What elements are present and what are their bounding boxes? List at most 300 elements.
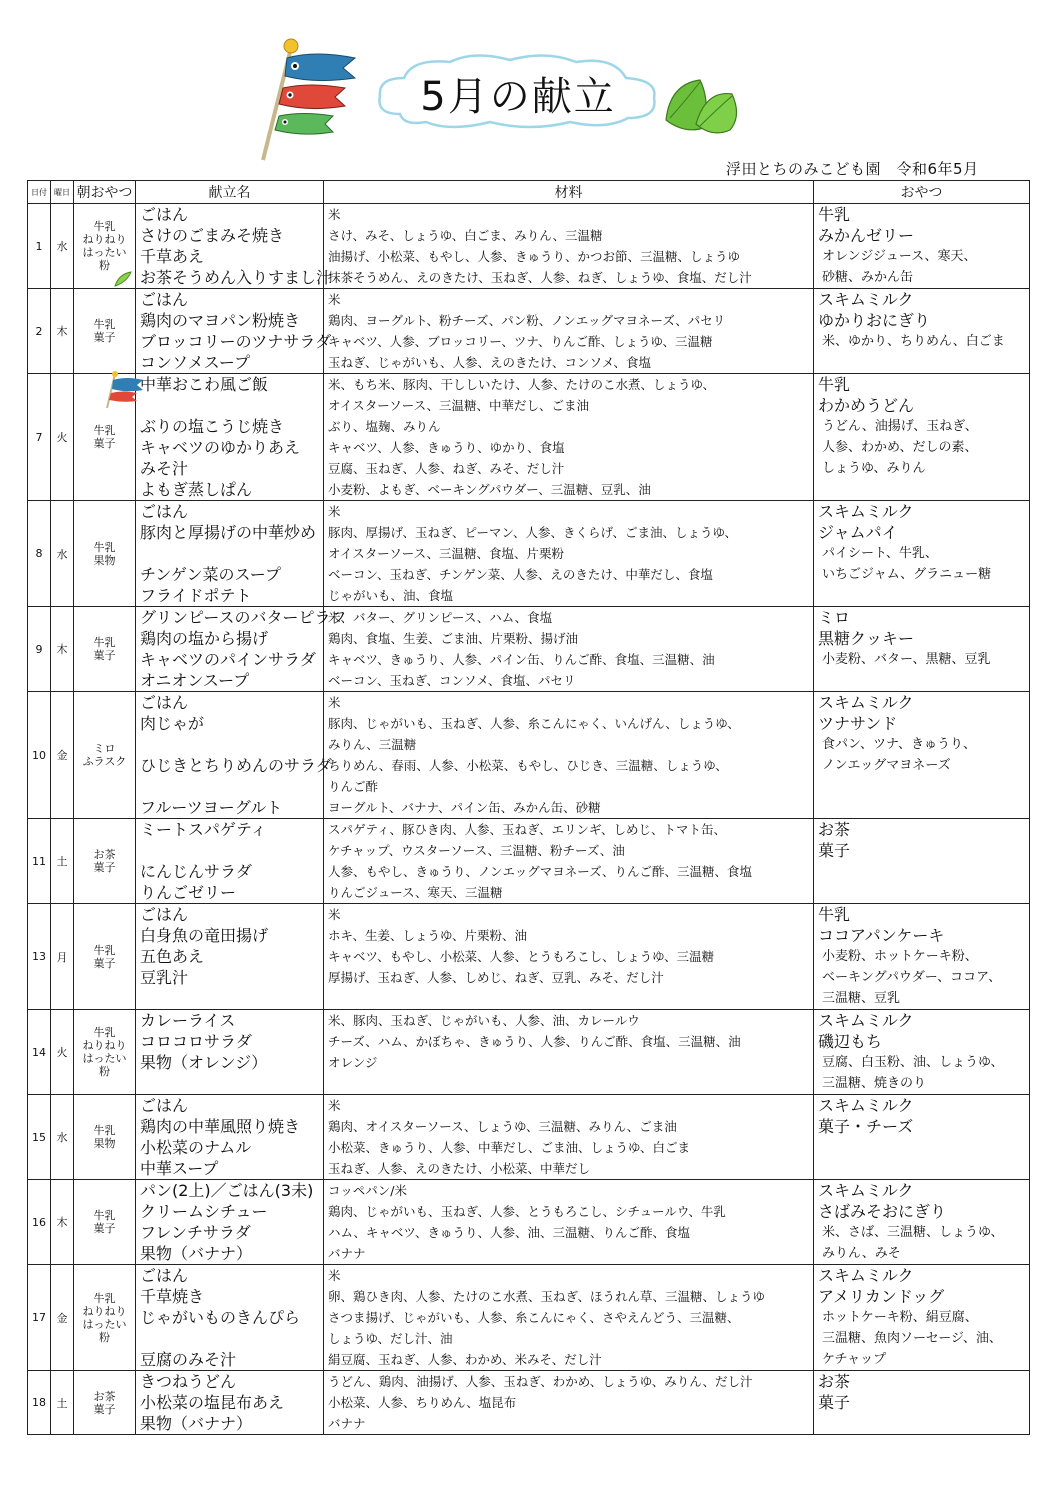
weekday-cell: 土 — [51, 1371, 74, 1435]
snack-cell — [814, 904, 1030, 1010]
ingredients-line: スパゲティ、豚ひき肉、人参、玉ねぎ、エリンギ、しめじ、トマト缶、 — [328, 822, 727, 837]
ingredients-line: しょうゆ、だし汁、油 — [328, 1331, 453, 1346]
dish-cell — [136, 819, 324, 904]
ingredients-line: さけ、みそ、しょうゆ、白ごま、みりん、三温糖 — [328, 228, 603, 243]
ingredients-cell — [324, 692, 814, 819]
snack-cell — [814, 501, 1030, 607]
snack-line: みかんゼリー — [818, 226, 915, 245]
day-cell: 16 — [28, 1180, 51, 1265]
menu-row — [28, 692, 1030, 819]
ingredients-line: ベーコン、玉ねぎ、コンソメ、食塩、パセリ — [328, 673, 576, 688]
ingredients-line: 厚揚げ、玉ねぎ、人参、しめじ、ねぎ、豆乳、みそ、だし汁 — [328, 970, 664, 985]
day-cell: 15 — [28, 1095, 51, 1180]
menu-row — [28, 204, 1030, 289]
ingredients-line: キャベツ、もやし、小松菜、人参、とうもろこし、しょうゆ、三温糖 — [328, 949, 715, 964]
dish-line: みそ汁 — [140, 459, 189, 478]
menu-body — [28, 204, 1030, 1435]
snack-line — [814, 1413, 1029, 1434]
day-cell: 14 — [28, 1010, 51, 1095]
dish-cell — [136, 1371, 324, 1435]
ingredients-line: ヨーグルト、バナナ、パイン缶、みかん缶、砂糖 — [328, 800, 601, 815]
dish-cell — [136, 692, 332, 819]
snack-line: スキムミルク — [818, 502, 914, 521]
dish-line — [136, 988, 323, 1009]
ingredients-line: 米 — [328, 695, 341, 710]
ingredients-cell — [324, 607, 814, 692]
snack-line: 米、さば、三温糖、しょうゆ、 — [822, 1225, 1004, 1240]
dish-line: 中華おこわ風ご飯 — [140, 375, 269, 394]
ingredients-line: うどん、鶏肉、油揚げ、人参、玉ねぎ、わかめ、しょうゆ、みりん、だし汁 — [328, 1374, 753, 1389]
snack-cell — [814, 204, 1030, 289]
ingredients-line: 米 — [328, 207, 341, 222]
snack-line: 砂糖、みかん缶 — [822, 270, 914, 285]
dish-line — [136, 395, 323, 416]
snack-line: ゆかりおにぎり — [818, 311, 931, 330]
ingredients-line: 小麦粉、よもぎ、ベーキングパウダー、三温糖、豆乳、油 — [328, 482, 651, 497]
snack-line: スキムミルク — [818, 1011, 914, 1030]
snack-line: ジャムパイ — [818, 523, 898, 542]
snack-line: 米、ゆかり、ちりめん、白ごま — [822, 334, 1005, 349]
ingredients-line: みりん、三温糖 — [328, 737, 417, 752]
ingredients-line: 玉ねぎ、じゃがいも、人参、えのきたけ、コンソメ、食塩 — [328, 355, 652, 370]
dish-line: ごはん — [140, 1266, 189, 1285]
morning-snack-cell — [74, 289, 136, 374]
snack-cell — [814, 289, 1030, 374]
dish-line: ブロッコリーのツナサラダ — [140, 332, 332, 351]
menu-table — [27, 180, 1030, 1435]
ingredients-line: 抹茶そうめん、えのきたけ、玉ねぎ、人参、ねぎ、しょうゆ、食塩、だし汁 — [328, 270, 752, 285]
snack-line — [814, 1137, 1029, 1158]
dish-cell — [136, 904, 324, 1010]
snack-line: ツナサンド — [818, 714, 898, 733]
morning-snack-cell — [74, 692, 136, 819]
ingredients-line: 人参、もやし、きゅうり、ノンエッグマヨネーズ、りんご酢、三温糖、食塩 — [328, 864, 753, 879]
ingredients-cell — [324, 1095, 814, 1180]
ingredients-line: 米 — [328, 504, 341, 519]
dish-line: グリンピースのバターピラフ — [140, 608, 347, 627]
dish-cell — [136, 1180, 324, 1265]
page-header — [0, 0, 1058, 180]
header-ingredients: 材料 — [324, 181, 814, 204]
dish-line: 果物（バナナ） — [140, 1414, 253, 1433]
snack-line: スキムミルク — [818, 693, 914, 712]
dish-line: ごはん — [140, 905, 189, 924]
morning-snack-cell — [74, 1265, 136, 1371]
morning-snack-line: 牛乳 — [93, 1291, 116, 1305]
snack-line: ホットケーキ粉、絹豆腐、 — [822, 1310, 978, 1325]
menu-row — [28, 819, 1030, 904]
weekday-cell: 水 — [51, 501, 74, 607]
snack-line: 小麦粉、バター、黒糖、豆乳 — [822, 652, 991, 667]
snack-line: お茶 — [818, 1372, 851, 1391]
ingredients-line: 米 — [328, 292, 341, 307]
ingredients-line: キャベツ、きゅうり、人参、パイン缶、りんご酢、食塩、三温糖、油 — [328, 652, 715, 667]
ingredients-line: コッペパン/米 — [328, 1183, 407, 1198]
morning-snack-line: お茶 — [93, 848, 116, 861]
weekday-cell: 金 — [51, 692, 74, 819]
morning-snack-cell — [74, 607, 136, 692]
morning-snack-line: 牛乳 — [93, 318, 116, 331]
ingredients-line: 油揚げ、小松菜、もやし、人参、きゅうり、かつお節、三温糖、しょうゆ — [328, 249, 741, 264]
morning-snack-line: 粉 — [99, 1065, 110, 1078]
snack-cell — [814, 1010, 1030, 1095]
day-cell: 17 — [28, 1265, 51, 1371]
header-morning-snack: 朝おやつ — [74, 181, 136, 204]
ingredients-line: 卵、鶏ひき肉、人参、たけのこ水煮、玉ねぎ、ほうれん草、三温糖、しょうゆ — [328, 1289, 766, 1304]
snack-line: 磯辺もち — [818, 1032, 883, 1051]
day-cell: 7 — [28, 374, 51, 501]
snack-line: ココアパンケーキ — [818, 926, 945, 945]
morning-snack-line: 粉 — [99, 1330, 110, 1344]
morning-snack-line: お茶 — [93, 1389, 116, 1403]
dish-line: 豆乳汁 — [140, 968, 189, 987]
morning-snack-line: 菓子 — [93, 956, 116, 970]
weekday-cell: 水 — [51, 1095, 74, 1180]
dish-line: フレンチサラダ — [140, 1223, 251, 1242]
dish-line: フライドポテト — [140, 586, 252, 605]
dish-cell — [136, 1265, 324, 1371]
ingredients-cell — [324, 374, 814, 501]
dish-cell — [136, 1095, 324, 1180]
dish-line — [136, 1328, 323, 1349]
snack-line: ミロ — [818, 608, 851, 627]
day-cell: 1 — [28, 204, 51, 289]
ingredients-cell — [324, 819, 814, 904]
snack-line: 豆腐、白玉粉、油、しょうゆ、 — [822, 1055, 1004, 1070]
kashiwa-mochi-icon — [660, 70, 744, 142]
page-title: 5月の献立 — [420, 73, 616, 120]
morning-snack-line: 菓子 — [93, 1222, 116, 1235]
dish-line: クリームシチュー — [140, 1202, 268, 1221]
header-weekday: 曜日 — [51, 181, 74, 204]
day-cell: 18 — [28, 1371, 51, 1435]
morning-snack-line: 牛乳 — [93, 1209, 116, 1222]
dish-line: 千草あえ — [140, 247, 205, 266]
dish-line: よもぎ蒸しぱん — [140, 480, 253, 499]
dish-line: じゃがいものきんぴら — [140, 1308, 301, 1327]
snack-line: スキムミルク — [818, 1096, 914, 1115]
snack-line: ケチャップ — [822, 1352, 887, 1367]
ingredients-line: 米、豚肉、玉ねぎ、じゃがいも、人参、油、カレールウ — [328, 1013, 640, 1028]
morning-snack-line: 粉 — [99, 259, 110, 272]
ingredients-cell — [324, 1010, 814, 1095]
snack-line: アメリカンドッグ — [818, 1287, 945, 1306]
header-dish: 献立名 — [136, 181, 324, 204]
dish-line: ひじきとちりめんのサラダ — [140, 756, 332, 775]
snack-line: 三温糖、焼きのり — [822, 1076, 927, 1091]
menu-row — [28, 1371, 1030, 1435]
snack-line: 牛乳 — [818, 905, 851, 924]
day-cell: 13 — [28, 904, 51, 1010]
snack-line — [814, 352, 1029, 373]
ingredients-cell — [324, 204, 814, 289]
snack-line: さばみそおにぎり — [818, 1202, 947, 1221]
ingredients-line: 絹豆腐、玉ねぎ、人参、わかめ、米みそ、だし汁 — [328, 1352, 602, 1367]
snack-line: スキムミルク — [818, 1266, 914, 1285]
dish-line — [136, 1073, 323, 1094]
snack-line: スキムミルク — [818, 1181, 914, 1200]
ingredients-line: りんごジュース、寒天、三温糖 — [328, 885, 503, 900]
ingredients-line: 豆腐、玉ねぎ、人参、ねぎ、みそ、だし汁 — [328, 461, 565, 476]
dish-line: さけのごまみそ焼き — [140, 226, 285, 245]
ingredients-line: 鶏肉、オイスターソース、しょうゆ、三温糖、みりん、ごま油 — [328, 1119, 677, 1134]
snack-cell — [814, 692, 1030, 819]
ingredients-line: ちりめん、春雨、人参、小松菜、もやし、ひじき、三温糖、しょうゆ、 — [328, 758, 728, 773]
morning-snack-line: 牛乳 — [93, 540, 116, 554]
dish-line: 白身魚の竜田揚げ — [140, 926, 269, 945]
ingredients-cell — [324, 289, 814, 374]
menu-row — [28, 1010, 1030, 1095]
morning-snack-line: ミロ — [93, 742, 116, 755]
morning-snack-line: 果物 — [93, 1137, 116, 1150]
snack-cell — [814, 1095, 1030, 1180]
weekday-cell: 火 — [51, 374, 74, 501]
day-cell: 9 — [28, 607, 51, 692]
ingredients-line: オレンジ — [328, 1055, 378, 1070]
ingredients-line: りんご酢 — [328, 779, 379, 794]
dish-line: ごはん — [140, 1096, 189, 1115]
snack-line — [814, 861, 1029, 882]
snack-cell — [814, 607, 1030, 692]
morning-snack-line: はったい — [82, 1052, 127, 1065]
snack-line: いちごジャム、グラニュー糖 — [822, 567, 992, 582]
morning-snack-cell — [74, 501, 136, 607]
snack-line — [814, 882, 1029, 903]
dish-cell — [136, 374, 324, 501]
ingredients-line: ベーコン、玉ねぎ、チンゲン菜、人参、えのきたけ、中華だし、食塩 — [328, 567, 713, 582]
morning-snack-line: 牛乳 — [93, 1026, 116, 1039]
snack-line: うどん、油揚げ、玉ねぎ、 — [822, 419, 978, 434]
ingredients-line: ホキ、生姜、しょうゆ、片栗粉、油 — [328, 928, 528, 943]
dish-line: にんじんサラダ — [140, 862, 252, 881]
ingredients-cell — [324, 501, 814, 607]
ingredients-line: オイスターソース、三温糖、食塩、片栗粉 — [328, 546, 565, 561]
dish-cell — [136, 289, 332, 374]
snack-line: 菓子・チーズ — [818, 1117, 914, 1136]
dish-line: 小松菜のナムル — [140, 1138, 252, 1157]
weekday-cell: 火 — [51, 1010, 74, 1095]
weekday-cell: 土 — [51, 819, 74, 904]
dish-line — [136, 543, 323, 564]
ingredients-line: ハム、キャベツ、きゅうり、人参、油、三温糖、りんご酢、食塩 — [328, 1225, 691, 1240]
ingredients-line: 米 — [328, 907, 341, 922]
snack-cell — [814, 819, 1030, 904]
dish-line — [136, 776, 323, 797]
snack-line: ノンエッグマヨネーズ — [822, 758, 951, 773]
ingredients-line: 小松菜、きゅうり、人参、中華だし、ごま油、しょうゆ、白ごま — [328, 1140, 691, 1155]
morning-snack-line: 牛乳 — [93, 943, 116, 957]
snack-line — [814, 776, 1029, 797]
morning-snack-line: 牛乳 — [93, 636, 116, 649]
snack-line: お茶 — [818, 820, 851, 839]
dish-line: コロコロサラダ — [140, 1032, 252, 1051]
dish-line — [136, 734, 323, 755]
dish-cell — [136, 501, 324, 607]
snack-line: 三温糖、魚肉ソーセージ、油、 — [822, 1331, 1002, 1346]
menu-row — [28, 289, 1030, 374]
menu-row — [28, 607, 1030, 692]
snack-line: みりん、みそ — [822, 1246, 901, 1261]
dish-line: ミートスパゲティ — [140, 820, 267, 839]
dish-line: パン(2上)／ごはん(3未) — [140, 1181, 314, 1200]
snack-line: ベーキングパウダー、ココア、 — [822, 970, 1002, 985]
ingredients-line: 鶏肉、食塩、生姜、ごま油、片栗粉、揚げ油 — [328, 631, 579, 646]
snack-line — [814, 1158, 1029, 1179]
dish-line: きつねうどん — [140, 1372, 237, 1391]
snack-cell — [814, 374, 1030, 501]
dish-line: 果物（オレンジ） — [140, 1053, 268, 1072]
day-cell: 2 — [28, 289, 51, 374]
menu-row — [28, 904, 1030, 1010]
morning-snack-cell — [74, 904, 136, 1010]
morning-snack-line: 牛乳 — [93, 220, 116, 233]
morning-snack-cell — [74, 1010, 136, 1095]
snack-line: 三温糖、豆乳 — [822, 991, 901, 1006]
morning-snack-line: ねりねり — [82, 1304, 127, 1318]
snack-cell — [814, 1180, 1030, 1265]
ingredients-line: 鶏肉、ヨーグルト、粉チーズ、パン粉、ノンエッグマヨネーズ、パセリ — [328, 313, 726, 328]
day-cell: 8 — [28, 501, 51, 607]
morning-snack-line: 菓子 — [93, 437, 116, 450]
dish-line: 鶏肉の塩から揚げ — [140, 629, 269, 648]
weekday-cell: 木 — [51, 1180, 74, 1265]
snack-line — [814, 585, 1029, 606]
dish-line: 果物（バナナ） — [140, 1244, 253, 1263]
snack-line: パイシート、牛乳、 — [822, 546, 938, 561]
dish-line: 鶏肉の中華風照り焼き — [140, 1117, 301, 1136]
dish-line: ごはん — [140, 693, 189, 712]
day-cell: 11 — [28, 819, 51, 904]
morning-snack-cell — [74, 1095, 136, 1180]
morning-snack-line: ねりねり — [82, 233, 127, 246]
morning-snack-cell — [74, 1371, 136, 1435]
morning-snack-line: 牛乳 — [93, 1124, 116, 1137]
dish-line: りんごゼリー — [140, 883, 237, 902]
dish-line: 小松菜の塩昆布あえ — [140, 1393, 285, 1412]
ingredients-line: さつま揚げ、じゃがいも、人参、糸こんにゃく、さやえんどう、三温糖、 — [328, 1310, 740, 1325]
ingredients-line: ケチャップ、ウスターソース、三温糖、粉チーズ、油 — [328, 843, 625, 858]
ingredients-line: バナナ — [328, 1246, 366, 1261]
dish-line: 肉じゃが — [140, 714, 205, 733]
dish-line: コンソメスープ — [140, 353, 251, 372]
weekday-cell: 金 — [51, 1265, 74, 1371]
ingredients-line: 豚肉、じゃがいも、玉ねぎ、人参、糸こんにゃく、いんげん、しょうゆ、 — [328, 716, 740, 731]
ingredients-line: 玉ねぎ、人参、えのきたけ、小松菜、中華だし — [328, 1161, 591, 1176]
dish-cell — [136, 607, 347, 692]
day-cell: 10 — [28, 692, 51, 819]
dish-line: ごはん — [140, 290, 189, 309]
dish-line: ごはん — [140, 502, 189, 521]
morning-snack-line: 菓子 — [93, 331, 116, 344]
morning-snack-line: 菓子 — [93, 1402, 116, 1416]
snack-line: オレンジジュース、寒天、 — [822, 249, 977, 264]
ingredients-line: じゃがいも、油、食塩 — [328, 588, 454, 603]
dish-cell — [136, 204, 333, 289]
morning-snack-line: 菓子 — [93, 649, 116, 662]
snack-line: 菓子 — [818, 1393, 851, 1412]
dish-line: 五色あえ — [140, 947, 205, 966]
menu-row — [28, 501, 1030, 607]
morning-snack-cell — [74, 1180, 136, 1265]
menu-row — [28, 1265, 1030, 1371]
ingredients-cell — [324, 904, 814, 1010]
ingredients-line: 米 — [328, 1098, 341, 1113]
snack-line: 人参、わかめ、だしの素、 — [822, 440, 978, 455]
menu-row — [28, 1095, 1030, 1180]
dish-line: ぶりの塩こうじ焼き — [140, 417, 285, 436]
dish-line: ごはん — [140, 205, 189, 224]
morning-snack-line: はったい — [82, 246, 127, 259]
ingredients-line: ぶり、塩麹、みりん — [328, 419, 441, 434]
ingredients-line: 豚肉、厚揚げ、玉ねぎ、ピーマン、人参、きくらげ、ごま油、しょうゆ、 — [328, 525, 738, 540]
ingredients-line: 米 — [328, 1268, 341, 1283]
ingredients-line — [324, 1073, 813, 1094]
snack-line: 食パン、ツナ、きゅうり、 — [822, 737, 977, 752]
snack-line — [814, 670, 1029, 691]
snack-line — [814, 797, 1029, 818]
dish-line: オニオンスープ — [140, 671, 250, 690]
dish-cell — [136, 1010, 324, 1095]
ingredients-line: バナナ — [328, 1416, 366, 1431]
ingredients-line: キャベツ、人参、ブロッコリー、ツナ、りんご酢、しょうゆ、三温糖 — [328, 334, 713, 349]
ingredients-line: 米、バター、グリンピース、ハム、食塩 — [328, 610, 553, 625]
dish-line: フルーツヨーグルト — [140, 798, 283, 817]
snack-line: 牛乳 — [818, 375, 851, 394]
weekday-cell: 木 — [51, 607, 74, 692]
ingredients-line: オイスターソース、三温糖、中華だし、ごま油 — [328, 398, 590, 413]
snack-line: 菓子 — [818, 841, 851, 860]
ingredients-cell — [324, 1371, 814, 1435]
ingredients-line: キャベツ、人参、きゅうり、ゆかり、食塩 — [328, 440, 565, 455]
dish-line: 千草焼き — [140, 1287, 205, 1306]
snack-cell — [814, 1265, 1030, 1371]
dish-line: 豚肉と厚揚げの中華炒め — [140, 523, 317, 542]
menu-row — [28, 374, 1030, 501]
snack-line — [814, 479, 1029, 500]
snack-line: しょうゆ、みりん — [822, 461, 926, 476]
ingredients-line: 小松菜、人参、ちりめん、塩昆布 — [328, 1395, 517, 1410]
table-header-row — [28, 181, 1030, 204]
morning-snack-line: はったい — [82, 1317, 127, 1331]
morning-snack-line: 菓子 — [93, 861, 116, 874]
snack-line: わかめうどん — [818, 396, 915, 415]
snack-cell — [814, 1371, 1030, 1435]
morning-snack-line: 果物 — [93, 553, 116, 567]
dish-line: キャベツのパインサラダ — [140, 650, 316, 669]
morning-snack-line: ねりねり — [82, 1039, 127, 1052]
morning-snack-cell — [74, 819, 136, 904]
snack-line: 牛乳 — [818, 205, 851, 224]
ingredients-cell — [324, 1265, 814, 1371]
dish-line: カレーライス — [140, 1011, 236, 1030]
ingredients-cell — [324, 1180, 814, 1265]
dish-line: キャベツのゆかりあえ — [140, 438, 301, 457]
dish-line — [136, 840, 323, 861]
ingredients-line: 米、もち米、豚肉、干ししいたけ、人参、たけのこ水煮、しょうゆ、 — [328, 377, 716, 392]
snack-line: 小麦粉、ホットケーキ粉、 — [822, 949, 978, 964]
menu-row — [28, 1180, 1030, 1265]
koinobori-icon — [255, 36, 365, 164]
header-day: 日付 — [28, 181, 51, 204]
snack-line: スキムミルク — [818, 290, 914, 309]
weekday-cell: 月 — [51, 904, 74, 1010]
small-koinobori-icon — [101, 370, 145, 410]
ingredients-line: 鶏肉、じゃがいも、玉ねぎ、人参、とうもろこし、シチュールウ、牛乳 — [328, 1204, 726, 1219]
header-snack: おやつ — [814, 181, 1030, 204]
dish-line: チンゲン菜のスープ — [140, 565, 281, 584]
weekday-cell: 水 — [51, 204, 74, 289]
dish-line: 豆腐のみそ汁 — [140, 1350, 237, 1369]
